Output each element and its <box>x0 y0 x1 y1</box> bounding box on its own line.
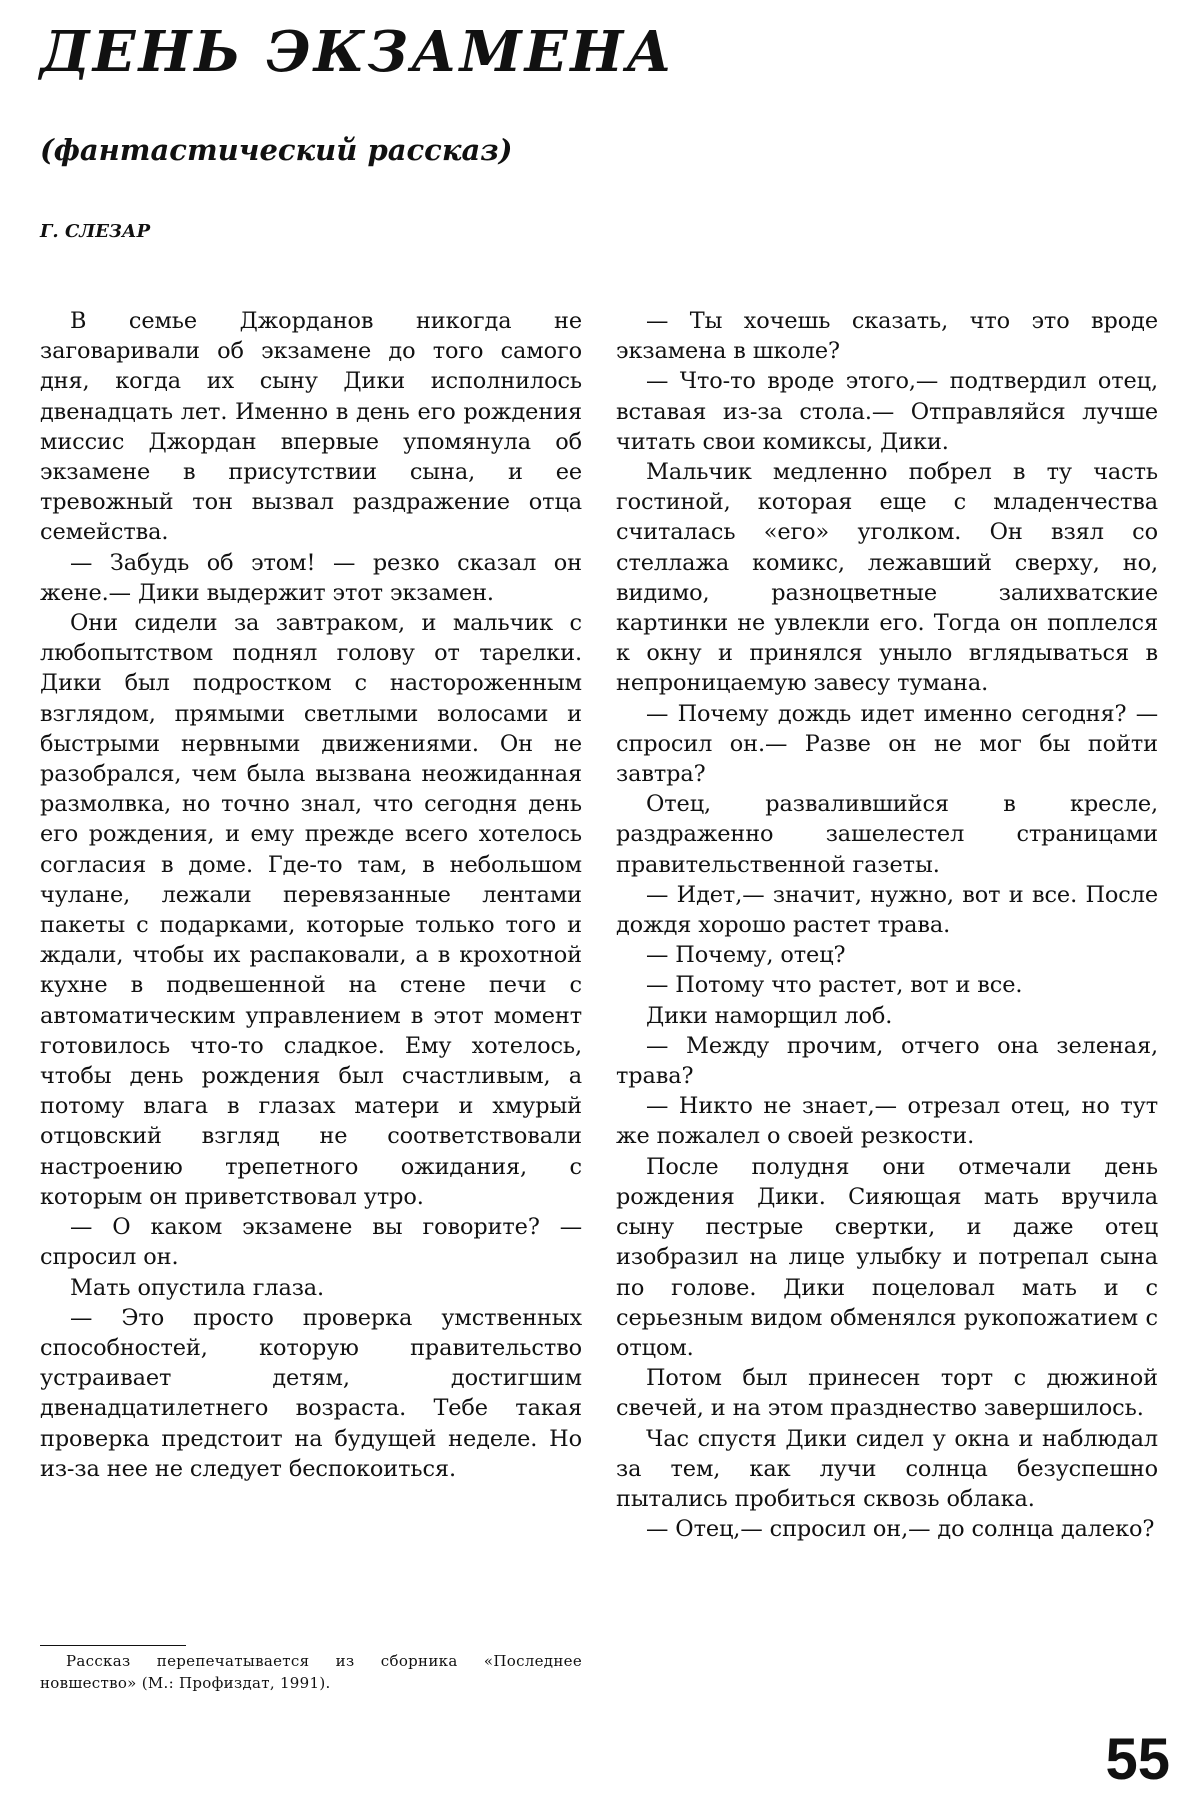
paragraph: — Почему, отец? <box>646 942 846 969</box>
article-author: Г. СЛЕЗАР <box>40 221 151 242</box>
text-column-right <box>616 306 1158 1544</box>
paragraph: — Что-то вроде этого,— подтвердил отец, вставая из-за стола.— Отправляйся лучше читать свои комиксы, Дики. <box>616 368 1158 455</box>
paragraph: Потом был принесен торт с дюжиной свечей, и на этом празднество завершилось. <box>616 1365 1158 1422</box>
paragraph: После полудня они отмечали день рождения Дики. Сияющая мать вручила сыну пестрые свертки, и даже отец изобразил на лице улыбку и потрепал сына по голове. Дики поцеловал мать и с серьезным видом обменялся рукопожатием с отцом. <box>616 1153 1158 1361</box>
footnote-divider <box>40 1645 186 1646</box>
paragraph: — Отец,— спросил он,— до солнца далеко? <box>646 1516 1155 1543</box>
paragraph: В семье Джорданов никогда не заговаривали об экзамене до того самого дня, когда их сыну Дики исполнилось двенадцать лет. Именно в день его рождения миссис Джордан впервые упомянула об экзамене в присутствии сына, и ее тревожный тон вызвал раздражение отца семейства. <box>40 308 582 546</box>
paragraph: — Почему дождь идет именно сегодня? — спросил он.— Разве он не мог бы пойти завтра? <box>616 700 1158 788</box>
paragraph: — Потому что растет, вот и все. <box>646 972 1023 999</box>
article-subtitle: (фантастический рассказ) <box>40 133 513 167</box>
footnote <box>40 1645 582 1694</box>
paragraph: — Идет,— значит, нужно, вот и все. После дождя хорошо растет трава. <box>616 881 1158 939</box>
paragraph: — Это просто проверка умственных способностей, которую правительство устраивает детям, достигшим двенадцатилетнего возраста. Тебе такая проверка предстоит на будущей неделе. Но из-за нее не следует беспокоиться. <box>40 1304 582 1482</box>
paragraph: — Забудь об этом! — резко сказал он жене.— Дики выдержит этот экзамен. <box>40 549 582 606</box>
paragraph: — О каком экзамене вы говорите? — спросил он. <box>40 1214 582 1271</box>
paragraph: — Между прочим, отчего она зеленая, трава? <box>616 1032 1158 1090</box>
paragraph: Они сидели за завтраком, и мальчик с любопытством поднял голову от тарелки. Дики был подростком с настороженным взглядом, прямыми светлыми волосами и быстрыми нервными движениями. Он не разобрался, чем была вызвана неожиданная размолвка, но точно знал, что сегодня день его рождения, и ему прежде всего хотелось согласия в доме. Где-то там, в небольшом чулане, лежали перевязанные лентами пакеты с подарками, которые только того и ждали, чтобы их распаковали, а в крохотной кухне в подвешенной на стене печи с автоматическим управлением в этот момент готовилось что-то сладкое. Ему хотелось, чтобы день рождения был счастливым, а потому влага в глазах матери и хмурый отцовский взгляд не соответствовали настроению трепетного ожидания, с которым он приветствовал утро. <box>40 610 582 1210</box>
article-title: ДЕНЬ ЭКЗАМЕНА <box>40 19 675 85</box>
footnote-text: Рассказ перепечатывается из сборника «Последнее новшество» (М.: Профиздат, 1991). <box>40 1652 582 1692</box>
paragraph: Мать опустила глаза. <box>70 1274 325 1301</box>
paragraph: — Никто не знает,— отрезал отец, но тут же пожалел о своей резкости. <box>616 1093 1158 1150</box>
paragraph: Час спустя Дики сидел у окна и наблюдал за тем, как лучи солнца безуспешно пытались пробиться сквозь облака. <box>616 1425 1158 1512</box>
page-number: 55 <box>1105 1727 1170 1792</box>
paragraph: Мальчик медленно побрел в ту часть гостиной, которая еще с младенчества считалась «его» уголком. Он взял со стеллажа комикс, лежавший сверху, но, видимо, разноцветные залихватские картинки не увлекли его. Тогда он поплелся к окну и принялся уныло вглядываться в непроницаемую завесу тумана. <box>616 459 1158 697</box>
paragraph: Дики наморщил лоб. <box>646 1002 893 1029</box>
paragraph: Отец, развалившийся в кресле, раздраженно зашелестел страницами правительственной газеты. <box>616 791 1158 878</box>
text-column-left <box>40 306 582 1484</box>
paragraph: — Ты хочешь сказать, что это вроде экзамена в школе? <box>616 308 1158 365</box>
